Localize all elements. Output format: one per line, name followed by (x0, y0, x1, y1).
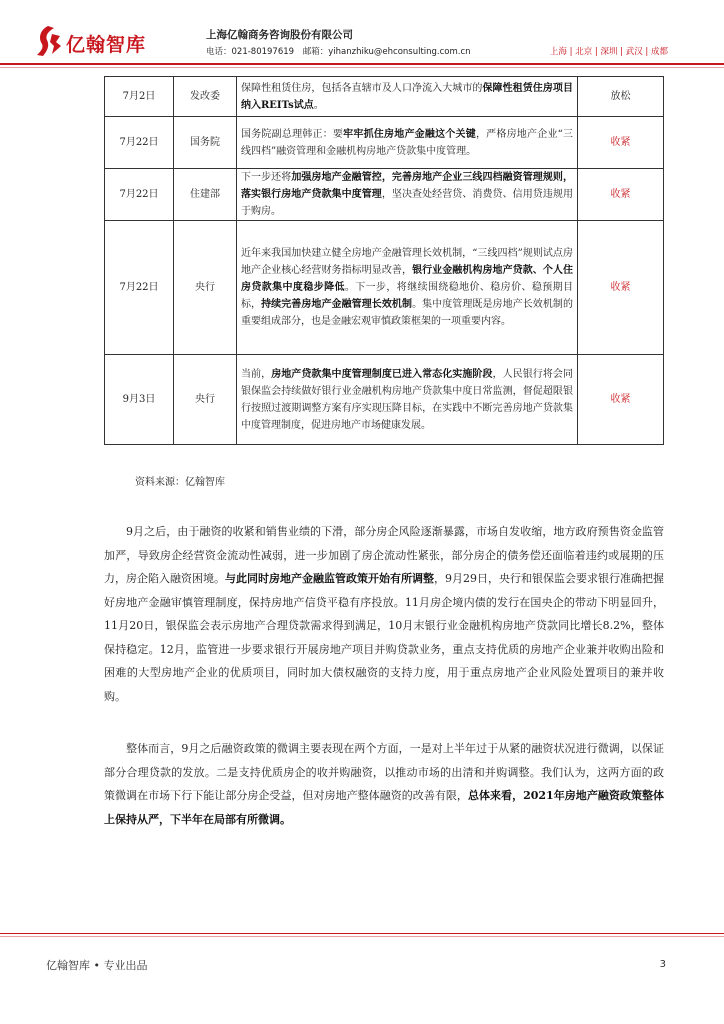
row-date: 7月22日 (105, 169, 174, 221)
row-content (237, 355, 578, 445)
row-date: 7月22日 (105, 221, 174, 355)
table-row (105, 169, 664, 221)
brand-name: 亿翰智库 (66, 34, 147, 56)
emphasis-text: 持续完善房地产金融管理长效机制 (261, 299, 413, 310)
row-issuer: 发改委 (174, 77, 237, 117)
emphasis-text: 房地产贷款集中度管理制度已进入常态化实施阶段 (271, 368, 493, 380)
office-cities: 上海 | 北京 | 深圳 | 武汉 | 成都 (549, 47, 668, 57)
row-stance: 收紧 (578, 355, 664, 445)
table-row (105, 221, 664, 355)
paragraph-1 (104, 520, 664, 708)
row-stance: 收紧 (578, 169, 664, 221)
body-text: 整体而言，9月之后融资政策的微调主要表现在两个方面，一是对上半年过于从紧的融资状况进行微调，以保证部分合理贷款的发放。二是支持优质房企的收并购融资，以推动市场的出清和并购调整。我们认为，这两方面的政策微调在市场下行下能让部分房企受益，但对房地产整体融资的改善有限， (104, 742, 664, 802)
contact-info (206, 45, 477, 57)
content-text: ，坚决查处经营贷、消费贷、信用贷违规用于购房。 (241, 189, 573, 217)
emphasis-text: 牢牢抓住房地产金融这个关键 (343, 128, 476, 140)
emphasis-text: 保障性租赁住房项目纳入REITs试点 (241, 82, 573, 111)
emphasis-text: 银行业金融机构房地产贷款、个人住房贷款集中度稳步降低 (241, 265, 573, 293)
phone-text: 电话：021-80197619 (206, 47, 295, 57)
row-content (237, 77, 578, 117)
row-issuer: 住建部 (174, 169, 237, 221)
row-stance: 收紧 (578, 221, 664, 355)
content-text: 保障性租赁住房，包括各直辖市及人口净流入大城市的 (241, 82, 483, 94)
content-text: 近年来我国加快建立健全房地产金融管理长效机制，“三线四档”规则试点房地产企业核心经营财务指标明显改善， (241, 248, 573, 276)
footer-divider (0, 933, 724, 934)
footer-divider-thin (0, 936, 724, 937)
emphasis-text: 总体来看，2021年房地产融资政策整体上保持从严，下半年在局部有所微调。 (104, 789, 664, 826)
table-row (105, 117, 664, 169)
content-text: 。集中度管理既是房地产长效机制的重要组成部分，也是金融宏观审慎政策框架的一项重要内容。 (241, 299, 573, 327)
row-content (237, 221, 578, 355)
row-issuer: 央行 (174, 355, 237, 445)
brand-logo-icon (34, 24, 62, 58)
content-text: 国务院副总理韩正：要 (241, 128, 344, 140)
header-divider-thin (0, 67, 724, 68)
row-issuer: 央行 (174, 221, 237, 355)
footer-brand: 亿翰智库 • 专业出品 (46, 959, 148, 972)
content-text: 。 (313, 99, 324, 111)
content-text: 当前， (241, 368, 272, 380)
paragraph-2 (104, 737, 664, 831)
content-text: 。下一步，将继续围绕稳地价、稳房价、稳预期目标， (241, 282, 574, 310)
row-stance: 收紧 (578, 117, 664, 169)
emphasis-text: 与此同时房地产金融监管政策开始有所调整 (225, 572, 434, 585)
table-row (105, 77, 664, 117)
page-number: 3 (659, 959, 666, 970)
row-date: 9月3日 (105, 355, 174, 445)
row-content (237, 117, 578, 169)
policy-table (104, 76, 664, 445)
emphasis-text: 加强房地产金融管控，完善房地产企业三线四档融资管理规则，落实银行房地产贷款集中度管理 (241, 172, 573, 200)
table-source: 资料来源：亿翰智库 (135, 477, 225, 488)
row-content (237, 169, 578, 221)
body-text: 9月之后，由于融资的收紧和销售业绩的下滑，部分房企风险逐渐暴露，市场自发收缩，地方政府预售资金监管加严，导致房企经营资金流动性减弱，进一步加剧了房企流动性紧张，部分房企的债务偿还面临着违约或展期的压力，房企陷入融资困境。 (104, 525, 664, 585)
row-stance: 放松 (578, 77, 664, 117)
content-text: 下一步还将 (241, 172, 292, 183)
email-text: 邮箱：yihanzhiku@ehconsulting.com.cn (302, 47, 471, 57)
content-text: ，严格房地产企业“三线四档”融资管理和金融机构房地产贷款集中度管理。 (241, 128, 573, 157)
table-row (105, 355, 664, 445)
body-text: ，9月29日，央行和银保监会要求银行准确把握好房地产金融审慎管理制度，保持房地产信贷平稳有序投放。11月房企境内债的发行在国央企的带动下明显回升，11月20日，银保监会表示房地产合理贷款需求得到满足，10月末银行业金融机构房地产贷款同比增长8.2%，整体保持稳定。12月，监管进一步要求银行开展房地产项目并购贷款业务，重点支持优质的房地产企业兼并收购出险和困难的大型房地产企业的优质项目，同时加大债权融资的支持力度，用于重点房地产企业风险处置项目的兼并收购。 (104, 572, 664, 703)
row-issuer: 国务院 (174, 117, 237, 169)
company-name: 上海亿翰商务咨询股份有限公司 (206, 29, 353, 41)
row-date: 7月2日 (105, 77, 174, 117)
content-text: ，人民银行将会同银保监会持续做好银行业金融机构房地产贷款集中度日常监测，督促超限银行按照过渡期调整方案有序实现压降目标，在实践中不断完善房地产贷款集中度管理制度，促进房地产市场健康发展。 (241, 368, 573, 431)
row-date: 7月22日 (105, 117, 174, 169)
header-divider (0, 63, 724, 65)
